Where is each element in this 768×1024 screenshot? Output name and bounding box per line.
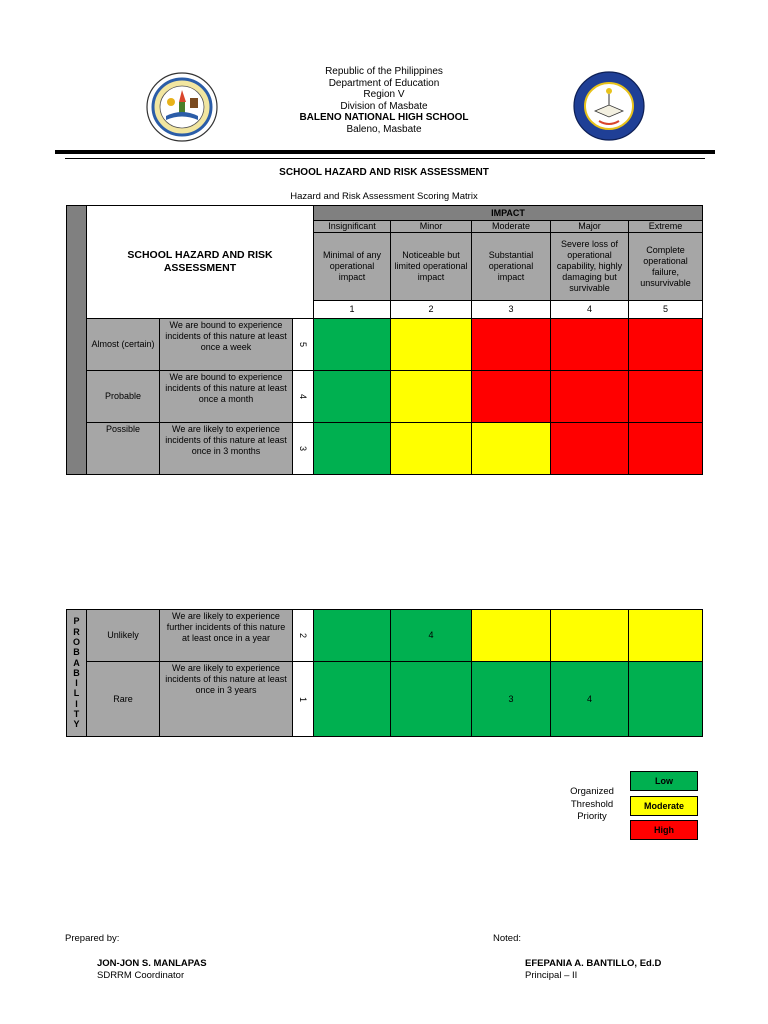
impact-header: IMPACT xyxy=(313,205,703,221)
header-line-region: Region V xyxy=(363,89,405,101)
probability-level: Almost (certain) xyxy=(86,318,160,371)
probability-letter: O xyxy=(72,636,80,647)
risk-cell xyxy=(390,661,472,737)
probability-letter: P xyxy=(73,616,80,627)
school-name: BALENO NATIONAL HIGH SCHOOL xyxy=(299,112,469,124)
probability-letter: Y xyxy=(73,719,80,730)
legend-item-high: High xyxy=(630,820,698,840)
probability-description: We are likely to experience further incidents of this nature at least once in a year xyxy=(159,609,293,662)
probability-level: Unlikely xyxy=(86,609,160,662)
probability-description: We are bound to experience incidents of this nature at least once a week xyxy=(159,318,293,371)
risk-cell xyxy=(471,422,551,475)
risk-cell xyxy=(313,661,391,737)
legend-item-moderate: Moderate xyxy=(630,796,698,816)
impact-column-description: Severe loss of operational capability, highly damaging but survivable xyxy=(550,232,629,301)
probability-score xyxy=(292,609,314,662)
risk-cell: 4 xyxy=(550,661,629,737)
probability-score-value: 5 xyxy=(298,341,309,348)
probability-level: Rare xyxy=(86,661,160,737)
risk-cell xyxy=(390,370,472,423)
probability-description: We are likely to experience incidents of this nature at least once in 3 years xyxy=(159,661,293,737)
probability-description: We are likely to experience incidents of this nature at least once in 3 months xyxy=(159,422,293,475)
risk-cell xyxy=(550,370,629,423)
impact-column-score: 5 xyxy=(628,300,703,319)
document-title: SCHOOL HAZARD AND RISK ASSESSMENT xyxy=(279,167,489,178)
probability-letter: I xyxy=(75,698,78,709)
impact-column-description: Minimal of any operational impact xyxy=(313,232,391,301)
risk-cell: 3 xyxy=(471,661,551,737)
probability-letter: R xyxy=(73,626,80,637)
probability-description: We are bound to experience incidents of this nature at least once a month xyxy=(159,370,293,423)
impact-column-name: Major xyxy=(550,220,629,233)
risk-cell: 4 xyxy=(390,609,472,662)
probability-letter: I xyxy=(75,678,78,689)
impact-column-score: 1 xyxy=(313,300,391,319)
risk-cell xyxy=(390,422,472,475)
risk-cell xyxy=(313,422,391,475)
header-line-department: Department of Education xyxy=(328,77,440,89)
probability-letter: B xyxy=(73,667,80,678)
impact-column-name: Extreme xyxy=(628,220,703,233)
risk-cell xyxy=(390,318,472,371)
risk-cell xyxy=(313,609,391,662)
probability-level: Possible xyxy=(86,422,160,475)
header-line-republic: Republic of the Philippines xyxy=(325,66,443,77)
impact-column-description: Noticeable but limited operational impact xyxy=(390,232,472,301)
impact-column-score: 4 xyxy=(550,300,629,319)
risk-cell xyxy=(550,422,629,475)
risk-cell xyxy=(471,609,551,662)
prepared-by-name: JON-JON S. MANLAPAS xyxy=(97,958,207,969)
risk-cell xyxy=(471,370,551,423)
probability-letter: B xyxy=(73,647,80,658)
probability-strip-upper xyxy=(66,205,87,475)
probability-strip-label xyxy=(66,609,87,737)
risk-cell xyxy=(550,609,629,662)
risk-cell xyxy=(628,609,703,662)
impact-column-description: Substantial operational impact xyxy=(471,232,551,301)
risk-cell xyxy=(628,422,703,475)
school-seal-logo xyxy=(573,71,645,141)
risk-cell xyxy=(628,661,703,737)
probability-score-value: 4 xyxy=(298,393,309,400)
probability-score-value: 2 xyxy=(298,632,309,639)
probability-score-value: 1 xyxy=(298,696,309,702)
probability-score xyxy=(292,370,314,423)
impact-column-score: 2 xyxy=(390,300,472,319)
risk-cell xyxy=(313,370,391,423)
prepared-by-role: SDRRM Coordinator xyxy=(97,970,185,981)
probability-letter: L xyxy=(73,688,80,699)
risk-cell xyxy=(628,318,703,371)
probability-letter: T xyxy=(73,709,80,720)
risk-cell xyxy=(471,318,551,371)
header-rule-thin xyxy=(65,158,705,159)
impact-column-name: Minor xyxy=(390,220,472,233)
probability-level: Probable xyxy=(86,370,160,423)
legend-label: Organized Threshold Priority xyxy=(570,786,614,822)
matrix-corner-title: SCHOOL HAZARD AND RISK ASSESSMENT xyxy=(86,205,314,319)
probability-score xyxy=(292,318,314,371)
impact-column-name: Moderate xyxy=(471,220,551,233)
school-location: Baleno, Masbate xyxy=(346,123,422,135)
header-line-division: Division of Masbate xyxy=(340,100,428,112)
prepared-by-label: Prepared by: xyxy=(65,933,120,944)
impact-column-score: 3 xyxy=(471,300,551,319)
noted-name: EFEPANIA A. BANTILLO, Ed.D xyxy=(525,958,662,969)
impact-column-description: Complete operational failure, unsurvivable xyxy=(628,232,703,301)
header-block xyxy=(250,66,518,136)
risk-cell xyxy=(313,318,391,371)
noted-role: Principal – II xyxy=(525,970,578,981)
probability-score xyxy=(292,422,314,475)
risk-cell xyxy=(550,318,629,371)
risk-cell xyxy=(628,370,703,423)
noted-label: Noted: xyxy=(493,933,521,944)
probability-score-value: 3 xyxy=(298,445,309,452)
document-subtitle: Hazard and Risk Assessment Scoring Matrix xyxy=(290,191,478,202)
header-rule-thick xyxy=(55,150,715,154)
legend-item-low: Low xyxy=(630,771,698,791)
probability-letter: A xyxy=(73,657,80,668)
probability-score xyxy=(292,661,314,737)
deped-seal-logo xyxy=(146,72,218,142)
impact-column-name: Insignificant xyxy=(313,220,391,233)
